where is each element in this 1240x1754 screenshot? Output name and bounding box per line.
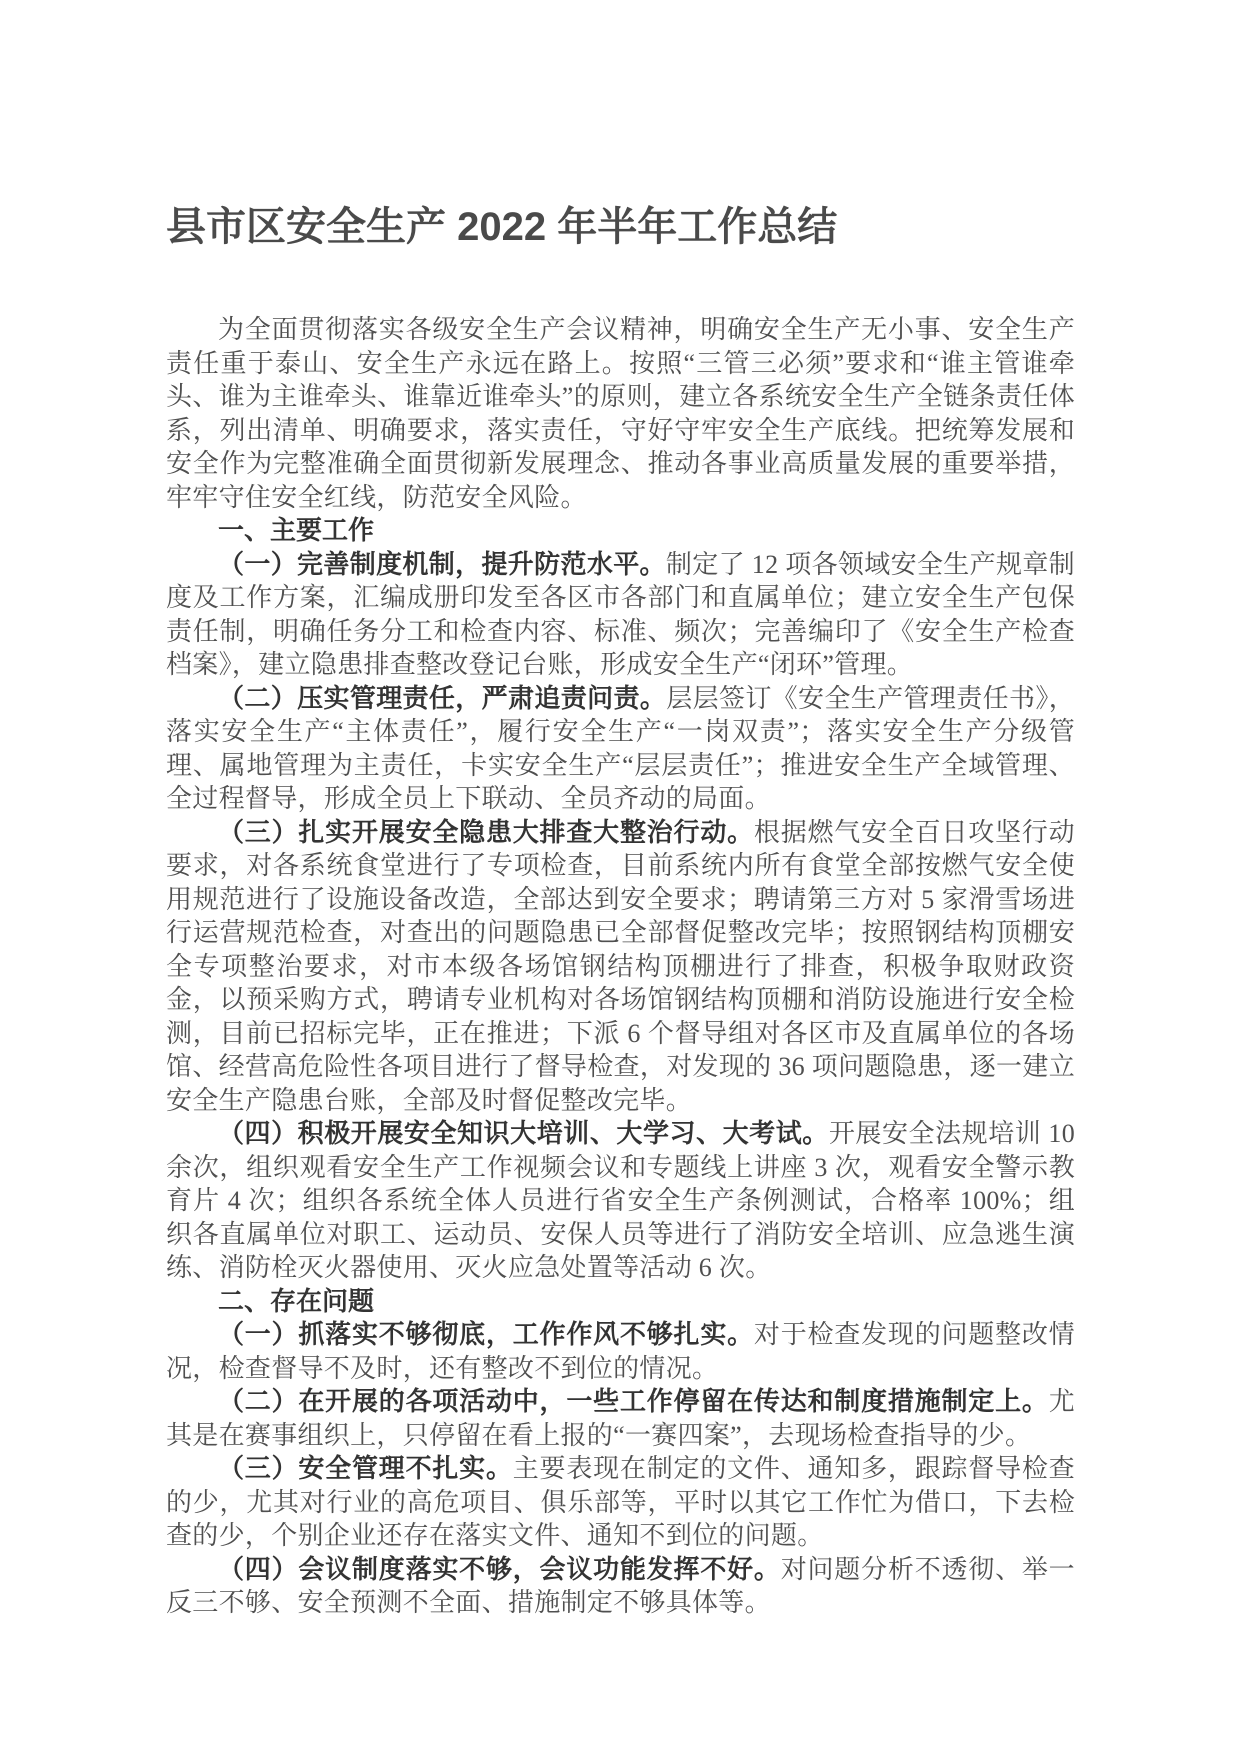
item-lead-text: （一）完善制度机制，提升防范水平。 (218, 548, 666, 579)
item-body-text: 对问题分析不透彻、举一反三不够、安全预测不全面、措施制定不够具体等。 (166, 1554, 1075, 1617)
item-lead-text: （四）会议制度落实不够，会议功能发挥不好。 (218, 1553, 781, 1584)
item-body-text: 根据燃气安全百日攻坚行动要求，对各系统食堂进行了专项检查，目前系统内所有食堂全部按燃气安全使用规范进行了设施设备改造，全部达到安全要求；聘请第三方对 5 家滑雪场进行运营规范检查，对查出的问题隐患已全部督促整改完毕；按照钢结构顶棚安全专项整治要求，对市本级各场馆钢结构顶棚进行了排查，积极争取财政资金，以预采购方式，聘请专业机构对各场馆钢结构顶棚和消防设施进行安全检测，目前已招标完毕，正在推进；下派 6 个督导组对各区市及直属单位的各场馆、经营高危险性各项目进行了督导检查，对发现的 36 项问题隐患，逐一建立安全生产隐患台账，全部及时督促整改完毕。 (166, 817, 1075, 1115)
intro-paragraph: 为全面贯彻落实各级安全生产会议精神，明确安全生产无小事、安全生产责任重于泰山、安全生产永远在路上。按照“三管三必须”要求和“谁主管谁牵头、谁为主谁牵头、谁靠近谁牵头”的原则，建立各系统安全生产全链条责任体系，列出清单、明确要求，落实责任，守好守牢安全生产底线。把统筹发展和安全作为完整准确全面贯彻新发展理念、推动各事业高质量发展的重要举措，牢牢守住安全红线，防范安全风险。 (166, 315, 1075, 512)
item-lead-text: （三）安全管理不扎实。 (218, 1453, 513, 1483)
item-lead-text: （一）抓落实不够彻底，工作作风不够扎实。 (218, 1319, 754, 1349)
item-body-text: 开展安全法规培训 10 余次，组织观看安全生产工作视频会议和专题线上讲座 3 次，观看安全警示教育片 4 次；组织各系统全体人员进行省安全生产条例测试，合格率 100%；组织各直属单位对职工、运动员、安保人员等进行了消防安全培训、应急逃生演练、消防栓灭火器使用、灭火应急处置等活动 6 次。 (166, 1119, 1075, 1282)
item-body-text: 尤其是在赛事组织上，只停留在看上报的“一赛四案”，去现场检查指导的少。 (166, 1387, 1075, 1450)
item-body-text: 层层签订《安全生产管理责任书》，落实安全生产“主体责任”，履行安全生产“一岗双责”；落实安全生产分级管理、属地管理为主责任，卡实安全生产“层层责任”；推进安全生产全域管理、全过程督导，形成全员上下联动、全员齐动的局面。 (166, 683, 1075, 813)
section-2-heading: 二、存在问题 (218, 1285, 375, 1316)
section-2-item-4 (166, 1553, 1075, 1620)
section-1-item-3 (166, 816, 1075, 1118)
item-body-text: 主要表现在制定的文件、通知多，跟踪督导检查的少，尤其对行业的高危项目、俱乐部等，平时以其它工作忙为借口，下去检查的少，个别企业还存在落实文件、通知不到位的问题。 (166, 1454, 1075, 1550)
item-lead-text: （三）扎实开展安全隐患大排查大整治行动。 (218, 816, 754, 847)
section-1-heading: 一、主要工作 (218, 515, 375, 545)
section-2-item-1 (166, 1318, 1075, 1385)
item-body-text: 制定了 12 项各领域安全生产规章制度及工作方案，汇编成册印发至各区市各部门和直属单位；建立安全生产包保责任制，明确任务分工和检查内容、标准、频次；完善编印了《安全生产检查档案》，建立隐患排查整改登记台账，形成安全生产“闭环”管理。 (166, 549, 1075, 679)
section-2-item-3 (166, 1452, 1075, 1553)
document-title: 县市区安全生产 2022 年半年工作总结 (166, 205, 838, 249)
section-1-item-2 (166, 682, 1075, 816)
item-lead-text: （四）积极开展安全知识大培训、大学习、大考试。 (218, 1118, 829, 1148)
item-body-text: 对于检查发现的问题整改情况，检查督导不及时，还有整改不到位的情况。 (166, 1320, 1075, 1383)
section-1-item-4 (166, 1117, 1075, 1285)
document-content (166, 205, 1075, 1620)
item-lead-text: （二）在开展的各项活动中，一些工作停留在传达和制度措施制定上。 (218, 1386, 1049, 1416)
item-lead-text: （二）压实管理责任，严肃追责问责。 (218, 682, 667, 713)
section-2-item-2 (166, 1385, 1075, 1452)
section-1-item-1 (166, 548, 1075, 682)
